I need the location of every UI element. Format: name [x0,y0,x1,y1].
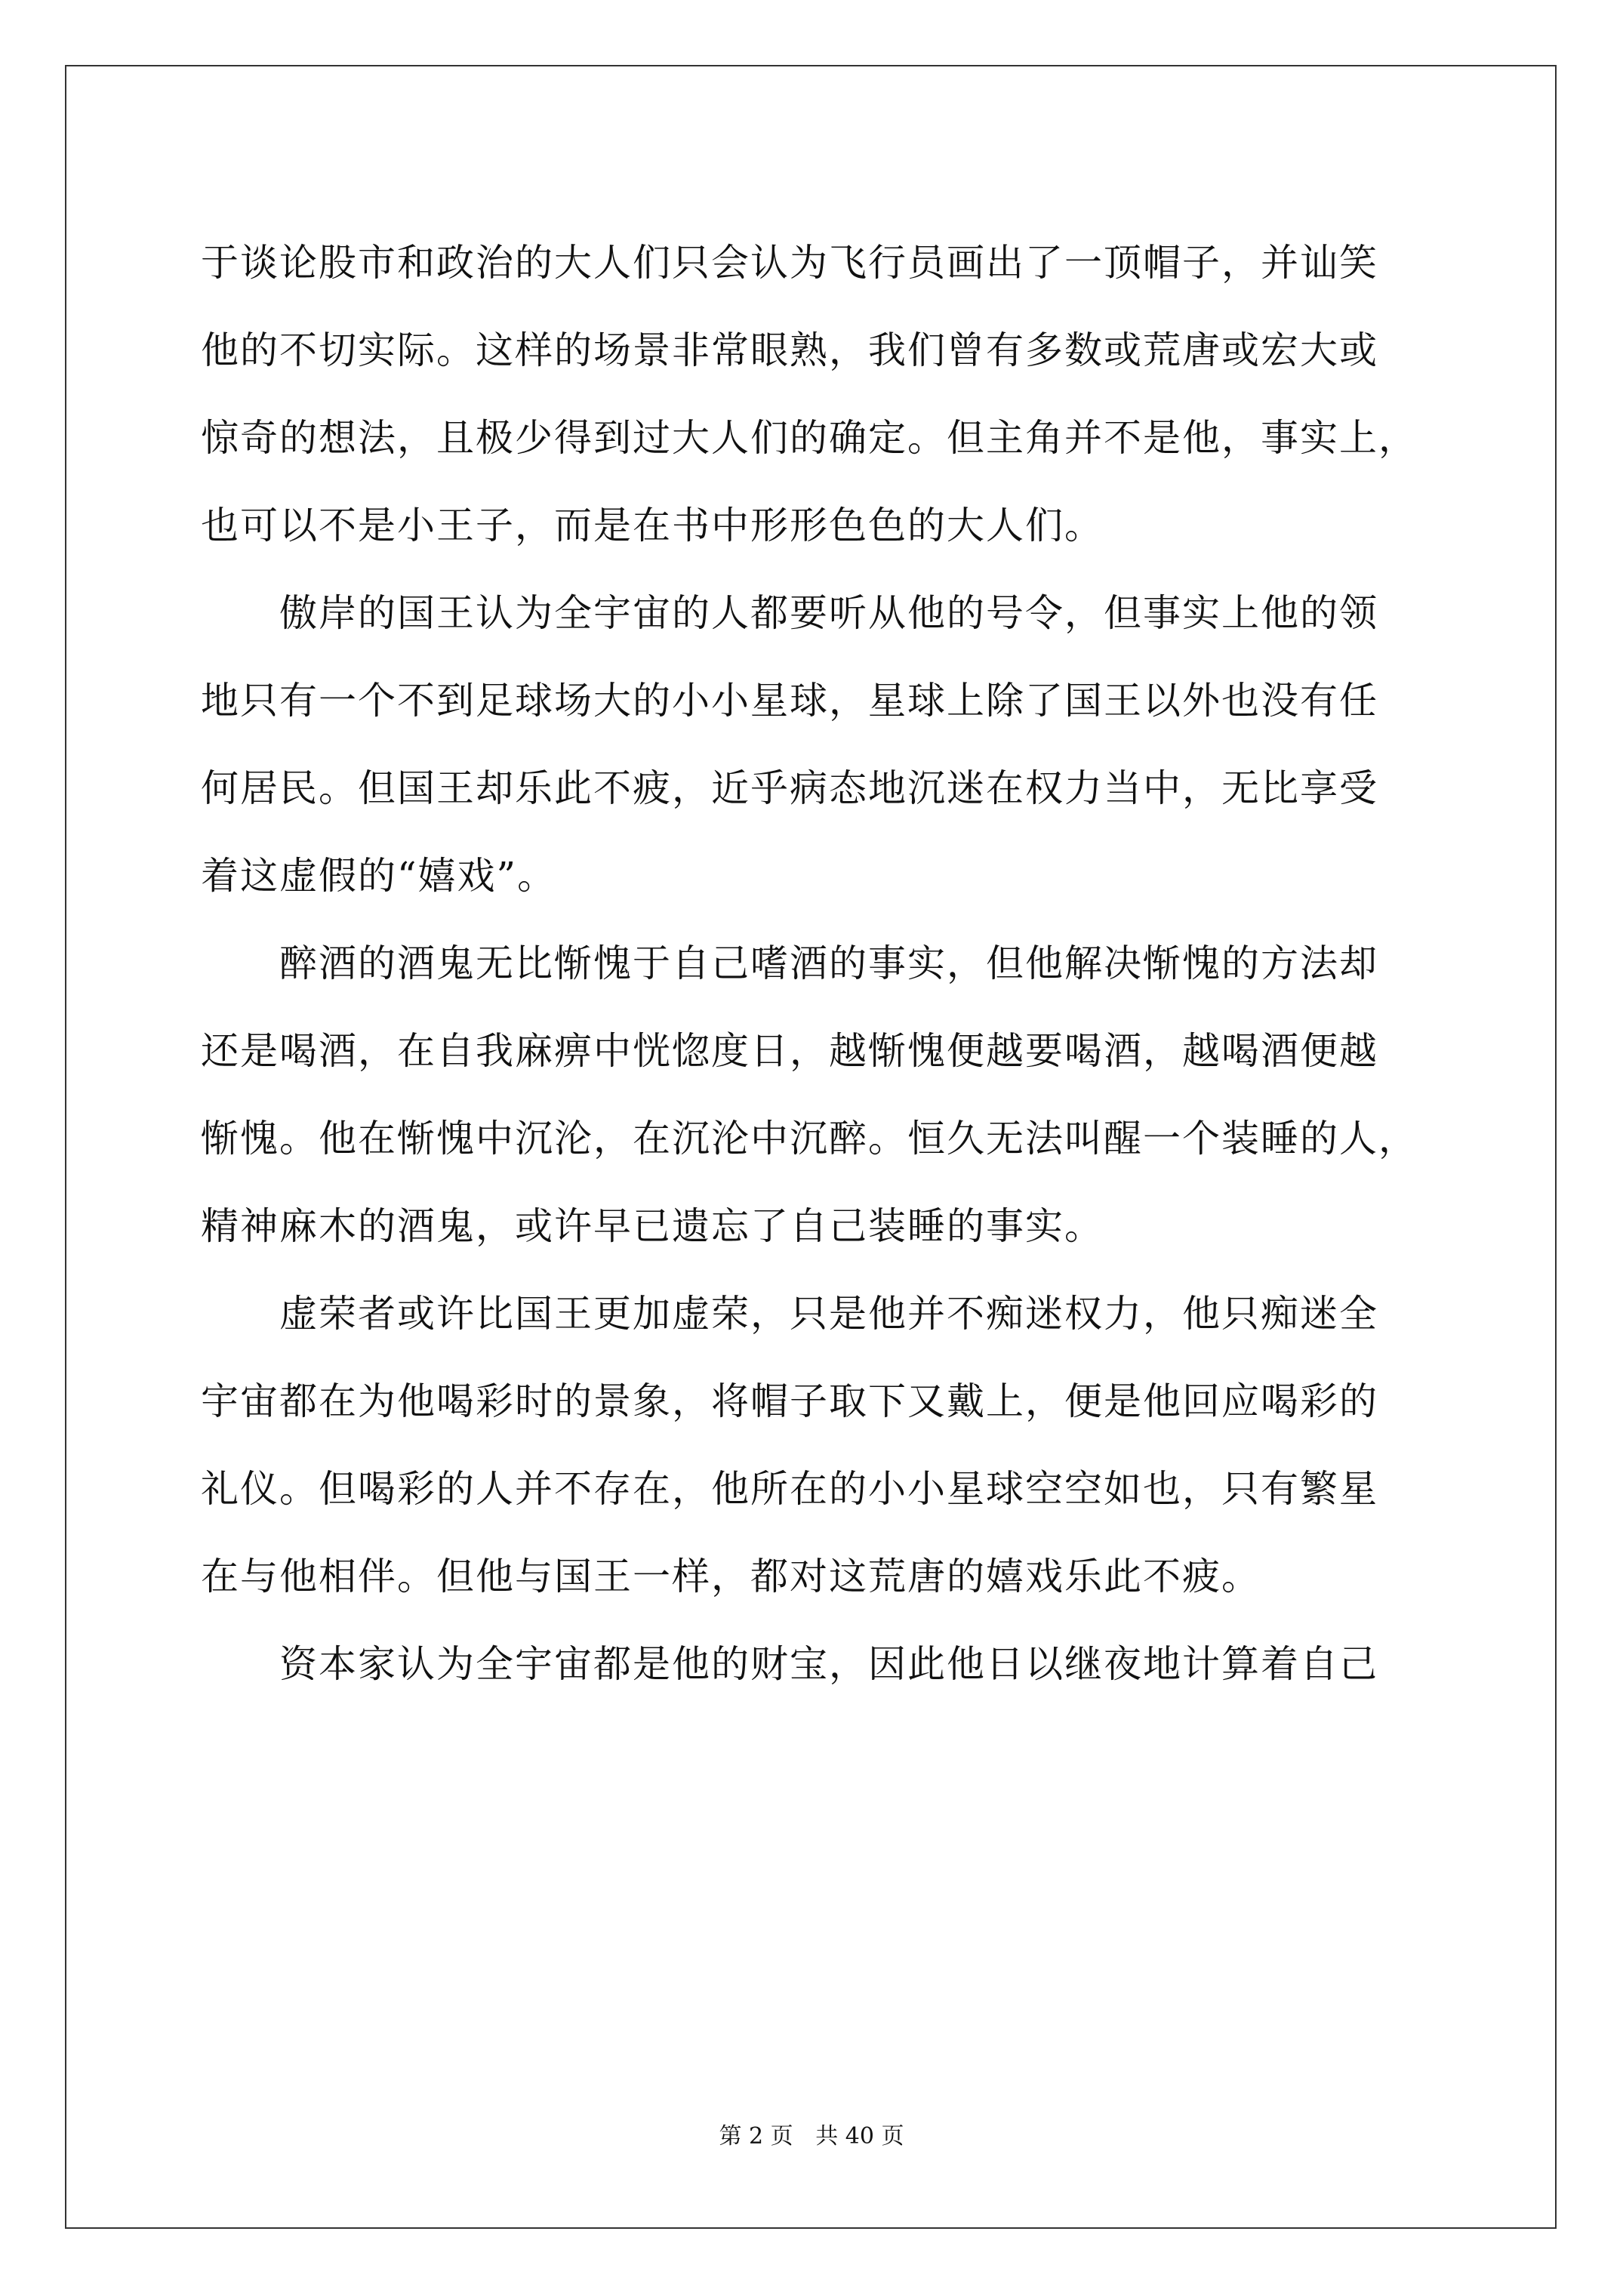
text-line: 礼仪。但喝彩的人并不存在，他所在的小小星球空空如也，只有繁星 [201,1467,1378,1511]
text-line: 他的不切实际。这样的场景非常眼熟，我们曾有多数或荒唐或宏大或 [201,328,1378,372]
text-line: 还是喝酒，在自我麻痹中恍惚度日，越惭愧便越要喝酒，越喝酒便越 [201,1029,1378,1073]
text-line: 惊奇的想法，且极少得到过大人们的确定。但主角并不是他，事实上， [201,416,1418,460]
text-line: 精神麻木的酒鬼，或许早已遗忘了自己装睡的事实。 [201,1204,1104,1248]
text-line: 惭愧。他在惭愧中沉沦，在沉沦中沉醉。恒久无法叫醒一个装睡的人， [201,1117,1418,1160]
paragraph-start-line: 资本家认为全宇宙都是他的财宝，因此他日以继夜地计算着自己 [279,1642,1378,1686]
paragraph-start-line: 醉酒的酒鬼无比惭愧于自己嗜酒的事实，但他解决惭愧的方法却 [279,942,1378,985]
page-footer [0,2122,1623,2152]
paragraph-start-line: 傲岸的国王认为全宇宙的人都要听从他的号令，但事实上他的领 [279,591,1378,635]
text-line: 地只有一个不到足球场大的小小星球，星球上除了国王以外也没有任 [201,679,1378,723]
text-line: 宇宙都在为他喝彩时的景象，将帽子取下又戴上，便是他回应喝彩的 [201,1379,1378,1423]
page-total: 共 40 页 [815,2123,904,2150]
paragraph-start-line: 虚荣者或许比国王更加虚荣，只是他并不痴迷权力，他只痴迷全 [279,1292,1378,1336]
page-number: 第 2 页 [719,2123,793,2150]
text-line: 也可以不是小王子，而是在书中形形色色的大人们。 [201,504,1104,547]
text-line: 于谈论股市和政治的大人们只会认为飞行员画出了一顶帽子，并讪笑 [201,241,1378,285]
text-line: 着这虚假的“嬉戏”。 [201,854,557,898]
document-body [201,219,1439,1708]
text-line: 在与他相伴。但他与国王一样，都对这荒唐的嬉戏乐此不疲。 [201,1555,1261,1598]
text-line: 何居民。但国王却乐此不疲，近乎病态地沉迷在权力当中，无比享受 [201,766,1378,810]
